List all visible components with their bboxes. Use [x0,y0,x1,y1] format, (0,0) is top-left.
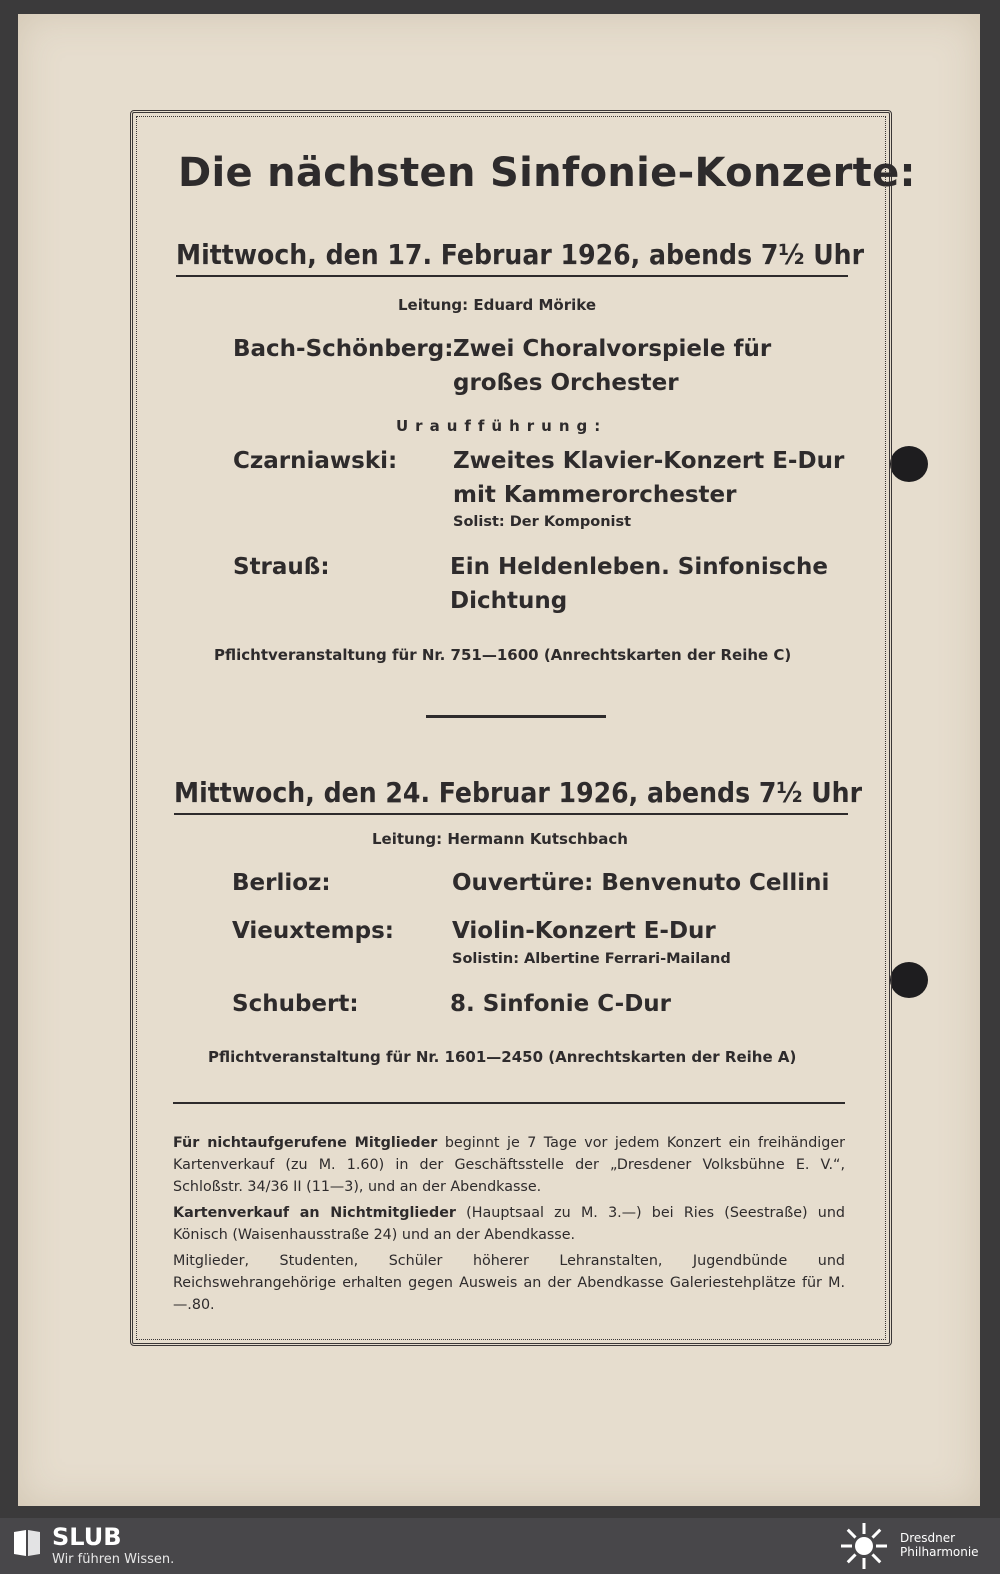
concert-2-soloist: Solistin: Albertine Ferrari-Mailand [452,951,731,967]
concert-1-work-1-line-1: Zwei Choralvorspiele für [453,336,772,362]
concert-2-work-1: Ouvertüre: Benvenuto Cellini [452,870,830,896]
concert-2-subscription-note: Pflichtveranstaltung für Nr. 1601—2450 (Anrechtskarten der Reihe A) [208,1048,797,1066]
concert-1-work-3-line-1: Ein Heldenleben. Sinfonische [450,554,828,580]
concert-1-soloist: Solist: Der Komponist [453,514,632,530]
concert-2-composer-3: Schubert: [232,991,359,1017]
partner-name-line-1: Dresdner [900,1531,956,1545]
concert-2-work-3: 8. Sinfonie C-Dur [450,991,672,1017]
punch-hole-icon [890,446,928,482]
concert-1-composer-2: Czarniawski: [233,448,398,474]
ticket-note-discounts [173,1250,845,1316]
ticket-note-nonmembers-lead: Kartenverkauf an Nichtmitglieder [173,1205,456,1221]
partner-name[interactable] [900,1531,979,1559]
ticket-note-nonmembers-text: (Hauptsaal zu M. 3.—) bei Ries (Seestraße) und Könisch (Waisenhausstraße 24) und an der Abendkasse. [173,1205,845,1243]
ticket-note-members-lead: Für nichtaufgerufene Mitglieder [173,1135,438,1151]
concert-1-date-underline [176,275,848,277]
concert-2-composer-1: Berlioz: [232,870,331,896]
concert-2-conductor: Leitung: Hermann Kutschbach [372,830,628,848]
headline: Die nächsten Sinfonie-Konzerte: [178,150,916,196]
premiere-note: Uraufführung: [396,417,608,435]
ticket-note-discounts-text: Mitglieder, Studenten, Schüler höherer Lehranstalten, Jugendbünde und Reichswehrangehörige erhalten gegen Ausweis an der Abendkasse Galeriestehplätze für M. —.80. [173,1253,845,1313]
concert-1-date: Mittwoch, den 17. Februar 1926, abends 7½ Uhr [176,238,865,271]
concert-2-date-underline [174,813,848,815]
ticket-note-nonmembers [173,1202,845,1246]
viewer-footer [0,1518,1000,1574]
concert-1-work-1-line-2: großes Orchester [453,370,679,396]
concert-2-composer-2: Vieuxtemps: [232,918,394,944]
concert-1-work-3-line-2: Dichtung [450,588,568,614]
concert-1-conductor: Leitung: Eduard Mörike [398,296,597,314]
concert-program-page [18,14,980,1506]
library-name[interactable]: SLUB [52,1523,122,1551]
section-divider [426,715,606,718]
concert-1-subscription-note: Pflichtveranstaltung für Nr. 751—1600 (Anrechtskarten der Reihe C) [214,646,792,664]
concert-1-composer-3: Strauß: [233,554,330,580]
concert-1-work-2-line-1: Zweites Klavier-Konzert E-Dur [453,448,845,474]
concert-1-work-2-line-2: mit Kammerorchester [453,482,737,508]
concert-2-work-2: Violin-Konzert E-Dur [452,918,716,944]
partner-name-line-2: Philharmonie [900,1545,979,1559]
slub-logo-icon[interactable] [12,1528,42,1558]
ticket-note-members [173,1132,845,1198]
notes-divider [173,1102,845,1104]
ticket-note-members-text: beginnt je 7 Tage vor jedem Konzert ein freihändiger Kartenverkauf (zu M. 1.60) in der Geschäftsstelle der „Dresdener Volksbühne E. V.“, Schloßstr. 34/36 II (11—3), und an der Abendkasse. [173,1135,845,1195]
concert-2-date: Mittwoch, den 24. Februar 1926, abends 7½ Uhr [174,776,863,809]
punch-hole-icon [890,962,928,998]
concert-1-composer-1: Bach-Schönberg: [233,336,454,362]
philharmonie-logo-icon[interactable] [838,1520,890,1572]
library-tagline: Wir führen Wissen. [52,1552,175,1567]
